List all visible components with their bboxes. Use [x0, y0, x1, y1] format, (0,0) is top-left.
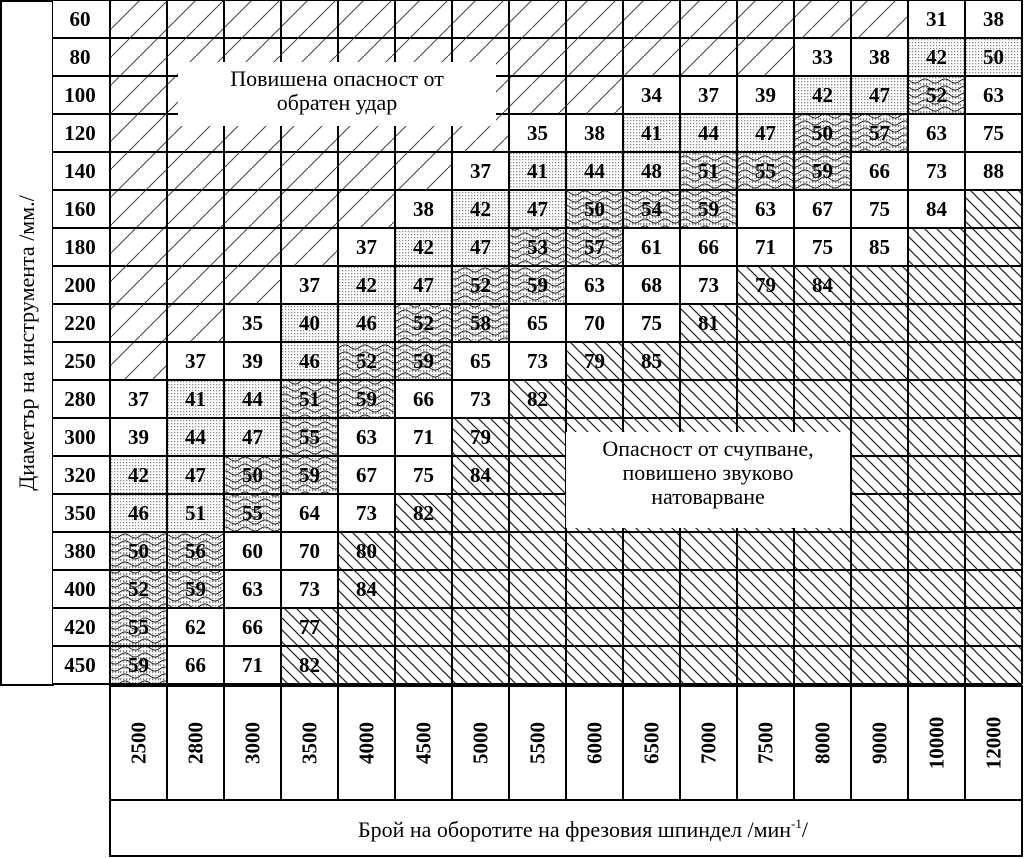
cell-value: 75: [641, 311, 662, 335]
cell-bg: [965, 570, 1022, 608]
cell-value: 47: [470, 235, 491, 259]
cell-value: 82: [299, 653, 320, 677]
cell-value: 63: [584, 273, 605, 297]
column-label-5000: 5000: [468, 722, 493, 764]
cell-value: 88: [983, 159, 1004, 183]
cell-value: 39: [128, 425, 149, 449]
cell-value: 57: [869, 121, 890, 145]
cell-value: 59: [527, 273, 548, 297]
cell-bg: [851, 456, 908, 494]
cell-value: 47: [242, 425, 263, 449]
cell-bg: [452, 494, 509, 532]
cell-value: 67: [812, 197, 833, 221]
cell-value: 65: [470, 349, 491, 373]
cell-bg: [851, 646, 908, 684]
cell-value: 63: [356, 425, 377, 449]
cell-bg: [167, 228, 224, 266]
cell-value: 46: [299, 349, 320, 373]
cell-bg: [452, 646, 509, 684]
cell-value: 33: [812, 45, 833, 69]
cell-value: 37: [698, 83, 719, 107]
cell-value: 63: [755, 197, 776, 221]
cell-bg: [680, 646, 737, 684]
cell-bg: [566, 380, 623, 418]
cell-value: 79: [470, 425, 491, 449]
cell-value: 60: [242, 539, 263, 563]
cell-value: 48: [641, 159, 662, 183]
cell-value: 42: [470, 197, 491, 221]
cell-bg: [566, 0, 623, 38]
cell-value: 75: [869, 197, 890, 221]
cell-bg: [224, 152, 281, 190]
cell-value: 73: [926, 159, 947, 183]
cell-bg: [566, 570, 623, 608]
cell-value: 38: [413, 197, 434, 221]
cell-bg: [509, 418, 566, 456]
cell-bg: [794, 342, 851, 380]
cell-bg: [395, 0, 452, 38]
cell-value: 39: [755, 83, 776, 107]
cell-bg: [395, 152, 452, 190]
cell-bg: [281, 228, 338, 266]
cell-value: 85: [869, 235, 890, 259]
column-label-3000: 3000: [240, 722, 265, 764]
cell-bg: [110, 114, 167, 152]
cell-value: 59: [356, 387, 377, 411]
cell-bg: [737, 304, 794, 342]
cell-bg: [908, 304, 965, 342]
cell-value: 42: [356, 273, 377, 297]
cell-value: 54: [641, 197, 662, 221]
cell-value: 52: [470, 273, 491, 297]
cell-value: 37: [470, 159, 491, 183]
cell-bg: [851, 608, 908, 646]
cell-value: 59: [413, 349, 434, 373]
cell-bg: [965, 494, 1022, 532]
cell-value: 47: [185, 463, 206, 487]
cell-bg: [395, 570, 452, 608]
cell-value: 59: [698, 197, 719, 221]
cell-value: 37: [185, 349, 206, 373]
column-label-12000: 12000: [981, 716, 1006, 770]
kickback-zone-label: Повишена опасност от: [230, 66, 444, 91]
cell-value: 40: [299, 311, 320, 335]
cell-bg: [338, 152, 395, 190]
cell-value: 80: [356, 539, 377, 563]
cell-bg: [623, 608, 680, 646]
cell-value: 53: [527, 235, 548, 259]
row-label-80: 80: [69, 45, 91, 69]
x-axis-label: Брой на оборотите на фрезовия шпиндел /мин$^{-1}$/: [357, 816, 809, 842]
cell-value: 46: [128, 501, 149, 525]
cell-bg: [851, 380, 908, 418]
cell-bg: [851, 0, 908, 38]
column-label-6500: 6500: [639, 722, 664, 764]
cell-bg: [908, 532, 965, 570]
row-label-160: 160: [64, 197, 96, 221]
cell-bg: [281, 152, 338, 190]
cell-bg: [908, 646, 965, 684]
cell-value: 63: [242, 577, 263, 601]
column-label-7000: 7000: [696, 722, 721, 764]
cell-value: 44: [698, 121, 719, 145]
breakage-zone-label: Опасност от счупване,: [602, 436, 814, 461]
cell-value: 73: [299, 577, 320, 601]
cell-bg: [452, 608, 509, 646]
cell-bg: [509, 608, 566, 646]
cell-value: 38: [584, 121, 605, 145]
cell-value: 63: [983, 83, 1004, 107]
cell-value: 73: [527, 349, 548, 373]
cell-value: 82: [527, 387, 548, 411]
row-label-280: 280: [64, 387, 96, 411]
cell-value: 44: [185, 425, 206, 449]
cell-value: 73: [470, 387, 491, 411]
cell-bg: [110, 76, 167, 114]
cell-value: 42: [926, 45, 947, 69]
cell-bg: [281, 0, 338, 38]
cell-bg: [737, 532, 794, 570]
column-labels: [110, 686, 1022, 800]
row-label-60: 60: [69, 7, 91, 31]
cell-bg: [965, 418, 1022, 456]
row-label-100: 100: [64, 83, 96, 107]
cell-bg: [737, 608, 794, 646]
cell-value: 44: [584, 159, 605, 183]
cell-value: 84: [926, 197, 947, 221]
cell-value: 39: [242, 349, 263, 373]
cell-bg: [395, 608, 452, 646]
row-label-220: 220: [64, 311, 96, 335]
row-label-450: 450: [64, 653, 96, 677]
cell-value: 66: [869, 159, 890, 183]
cell-value: 50: [584, 197, 605, 221]
cell-value: 47: [413, 273, 434, 297]
cell-value: 59: [128, 653, 149, 677]
cell-value: 55: [299, 425, 320, 449]
column-label-2500: 2500: [126, 722, 151, 764]
cell-bg: [851, 570, 908, 608]
cell-bg: [224, 228, 281, 266]
breakage-zone-label: натоварване: [651, 484, 765, 509]
cell-bg: [452, 532, 509, 570]
cell-bg: [908, 342, 965, 380]
cell-value: 42: [128, 463, 149, 487]
cell-value: 70: [584, 311, 605, 335]
column-label-5500: 5500: [525, 722, 550, 764]
cell-bg: [908, 494, 965, 532]
row-label-120: 120: [64, 121, 96, 145]
cell-bg: [965, 646, 1022, 684]
cell-value: 68: [641, 273, 662, 297]
cell-bg: [509, 456, 566, 494]
cell-value: 61: [641, 235, 662, 259]
cell-value: 73: [698, 273, 719, 297]
cell-value: 41: [527, 159, 548, 183]
cell-value: 31: [926, 7, 947, 31]
cell-value: 52: [356, 349, 377, 373]
cell-bg: [566, 38, 623, 76]
cell-bg: [680, 38, 737, 76]
cell-bg: [167, 190, 224, 228]
cell-bg: [338, 0, 395, 38]
cell-bg: [965, 190, 1022, 228]
cell-bg: [395, 532, 452, 570]
cell-bg: [965, 608, 1022, 646]
cell-bg: [509, 494, 566, 532]
cell-bg: [680, 342, 737, 380]
cell-bg: [680, 380, 737, 418]
cell-bg: [737, 380, 794, 418]
cell-bg: [224, 266, 281, 304]
cell-value: 63: [926, 121, 947, 145]
cell-value: 50: [812, 121, 833, 145]
cell-bg: [908, 228, 965, 266]
cell-value: 38: [869, 45, 890, 69]
cell-bg: [680, 570, 737, 608]
cell-value: 84: [470, 463, 491, 487]
cell-bg: [965, 266, 1022, 304]
cell-bg: [794, 570, 851, 608]
cell-bg: [110, 38, 167, 76]
row-label-380: 380: [64, 539, 96, 563]
cell-bg: [167, 152, 224, 190]
cell-value: 34: [641, 83, 662, 107]
cell-bg: [680, 0, 737, 38]
cell-bg: [167, 266, 224, 304]
row-label-300: 300: [64, 425, 96, 449]
cell-bg: [509, 532, 566, 570]
cell-bg: [794, 532, 851, 570]
column-label-9000: 9000: [867, 722, 892, 764]
cell-bg: [965, 228, 1022, 266]
row-label-140: 140: [64, 159, 96, 183]
cell-value: 64: [299, 501, 320, 525]
cell-bg: [737, 38, 794, 76]
cell-bg: [167, 0, 224, 38]
column-label-8000: 8000: [810, 722, 835, 764]
kickback-zone-label: обратен удар: [276, 90, 398, 115]
cell-value: 66: [185, 653, 206, 677]
cell-bg: [908, 608, 965, 646]
cell-bg: [566, 76, 623, 114]
cell-value: 75: [413, 463, 434, 487]
cell-bg: [680, 532, 737, 570]
cell-value: 59: [299, 463, 320, 487]
cell-value: 37: [299, 273, 320, 297]
cell-bg: [965, 304, 1022, 342]
cell-bg: [737, 0, 794, 38]
cell-value: 67: [356, 463, 377, 487]
cell-bg: [965, 532, 1022, 570]
cell-bg: [908, 456, 965, 494]
cell-bg: [566, 532, 623, 570]
cell-value: 82: [413, 501, 434, 525]
cell-value: 37: [356, 235, 377, 259]
cell-value: 55: [755, 159, 776, 183]
row-label-250: 250: [64, 349, 96, 373]
cell-bg: [224, 190, 281, 228]
cell-value: 51: [299, 387, 320, 411]
cell-bg: [338, 608, 395, 646]
cell-value: 50: [242, 463, 263, 487]
cell-value: 47: [527, 197, 548, 221]
cell-value: 50: [983, 45, 1004, 69]
cell-bg: [737, 342, 794, 380]
cell-value: 79: [584, 349, 605, 373]
cell-value: 71: [755, 235, 776, 259]
y-axis-label-box: [1, 1, 53, 685]
cell-value: 35: [242, 311, 263, 335]
cell-bg: [110, 342, 167, 380]
column-label-6000: 6000: [582, 722, 607, 764]
cell-value: 66: [698, 235, 719, 259]
cell-value: 81: [698, 311, 719, 335]
cell-bg: [851, 304, 908, 342]
cell-value: 55: [242, 501, 263, 525]
cell-bg: [509, 570, 566, 608]
cell-value: 56: [185, 539, 206, 563]
column-label-2800: 2800: [183, 722, 208, 764]
cell-value: 57: [584, 235, 605, 259]
cell-bg: [623, 532, 680, 570]
cell-bg: [908, 266, 965, 304]
column-label-7500: 7500: [753, 722, 778, 764]
cell-bg: [623, 380, 680, 418]
cell-bg: [509, 646, 566, 684]
cell-bg: [908, 380, 965, 418]
cell-bg: [110, 266, 167, 304]
cell-value: 79: [755, 273, 776, 297]
column-label-4500: 4500: [411, 722, 436, 764]
cell-bg: [794, 0, 851, 38]
cell-value: 58: [470, 311, 491, 335]
row-label-420: 420: [64, 615, 96, 639]
cell-value: 51: [698, 159, 719, 183]
cell-value: 85: [641, 349, 662, 373]
cell-value: 52: [413, 311, 434, 335]
cell-bg: [110, 304, 167, 342]
row-label-400: 400: [64, 577, 96, 601]
cell-bg: [509, 0, 566, 38]
cell-value: 42: [812, 83, 833, 107]
cell-bg: [908, 418, 965, 456]
cell-value: 44: [242, 387, 263, 411]
cell-value: 66: [242, 615, 263, 639]
cell-bg: [110, 152, 167, 190]
cell-value: 73: [356, 501, 377, 525]
cell-value: 77: [299, 615, 320, 639]
cell-bg: [794, 380, 851, 418]
cell-value: 37: [128, 387, 149, 411]
cell-bg: [851, 342, 908, 380]
row-label-180: 180: [64, 235, 96, 259]
cell-bg: [452, 570, 509, 608]
cell-value: 41: [185, 387, 206, 411]
column-label-3500: 3500: [297, 722, 322, 764]
cell-bg: [794, 646, 851, 684]
cell-value: 38: [983, 7, 1004, 31]
cell-bg: [566, 646, 623, 684]
row-label-320: 320: [64, 463, 96, 487]
cell-bg: [737, 570, 794, 608]
cell-bg: [851, 418, 908, 456]
cell-value: 71: [242, 653, 263, 677]
cell-bg: [680, 608, 737, 646]
cell-value: 65: [527, 311, 548, 335]
cell-bg: [452, 0, 509, 38]
cell-value: 71: [413, 425, 434, 449]
cell-bg: [851, 266, 908, 304]
cell-value: 84: [356, 577, 377, 601]
cell-value: 50: [128, 539, 149, 563]
cell-value: 52: [128, 577, 149, 601]
cell-value: 55: [128, 615, 149, 639]
row-label-350: 350: [64, 501, 96, 525]
x-axis-label-box: [110, 800, 1022, 856]
cell-value: 75: [983, 121, 1004, 145]
cell-bg: [110, 190, 167, 228]
cell-value: 51: [185, 501, 206, 525]
cell-bg: [110, 0, 167, 38]
cell-bg: [281, 190, 338, 228]
cell-bg: [338, 646, 395, 684]
cell-bg: [623, 38, 680, 76]
column-label-4000: 4000: [354, 722, 379, 764]
cell-bg: [794, 608, 851, 646]
cell-value: 52: [926, 83, 947, 107]
row-label-200: 200: [64, 273, 96, 297]
cell-value: 46: [356, 311, 377, 335]
cell-bg: [338, 190, 395, 228]
breakage-zone-label: повишено звуково: [622, 460, 794, 485]
cell-bg: [395, 646, 452, 684]
cell-value: 47: [869, 83, 890, 107]
cell-value: 41: [641, 121, 662, 145]
cell-bg: [965, 342, 1022, 380]
cell-value: 84: [812, 273, 833, 297]
cell-bg: [908, 570, 965, 608]
cell-bg: [851, 532, 908, 570]
cell-value: 59: [185, 577, 206, 601]
cell-value: 35: [527, 121, 548, 145]
cell-bg: [509, 76, 566, 114]
cell-bg: [623, 570, 680, 608]
cell-bg: [737, 646, 794, 684]
cell-bg: [566, 608, 623, 646]
column-label-10000: 10000: [924, 716, 949, 770]
cell-bg: [794, 304, 851, 342]
cell-bg: [509, 38, 566, 76]
cell-bg: [623, 646, 680, 684]
cell-value: 47: [755, 121, 776, 145]
cell-bg: [851, 494, 908, 532]
cell-value: 42: [413, 235, 434, 259]
cell-bg: [110, 228, 167, 266]
cell-value: 59: [812, 159, 833, 183]
cell-bg: [965, 380, 1022, 418]
cell-value: 70: [299, 539, 320, 563]
cell-value: 66: [413, 387, 434, 411]
y-axis-label: Диаметър на инструмента /мм./: [14, 195, 39, 491]
cell-bg: [623, 0, 680, 38]
cell-bg: [965, 456, 1022, 494]
cell-value: 62: [185, 615, 206, 639]
cell-value: 75: [812, 235, 833, 259]
cell-bg: [167, 304, 224, 342]
cell-bg: [224, 0, 281, 38]
